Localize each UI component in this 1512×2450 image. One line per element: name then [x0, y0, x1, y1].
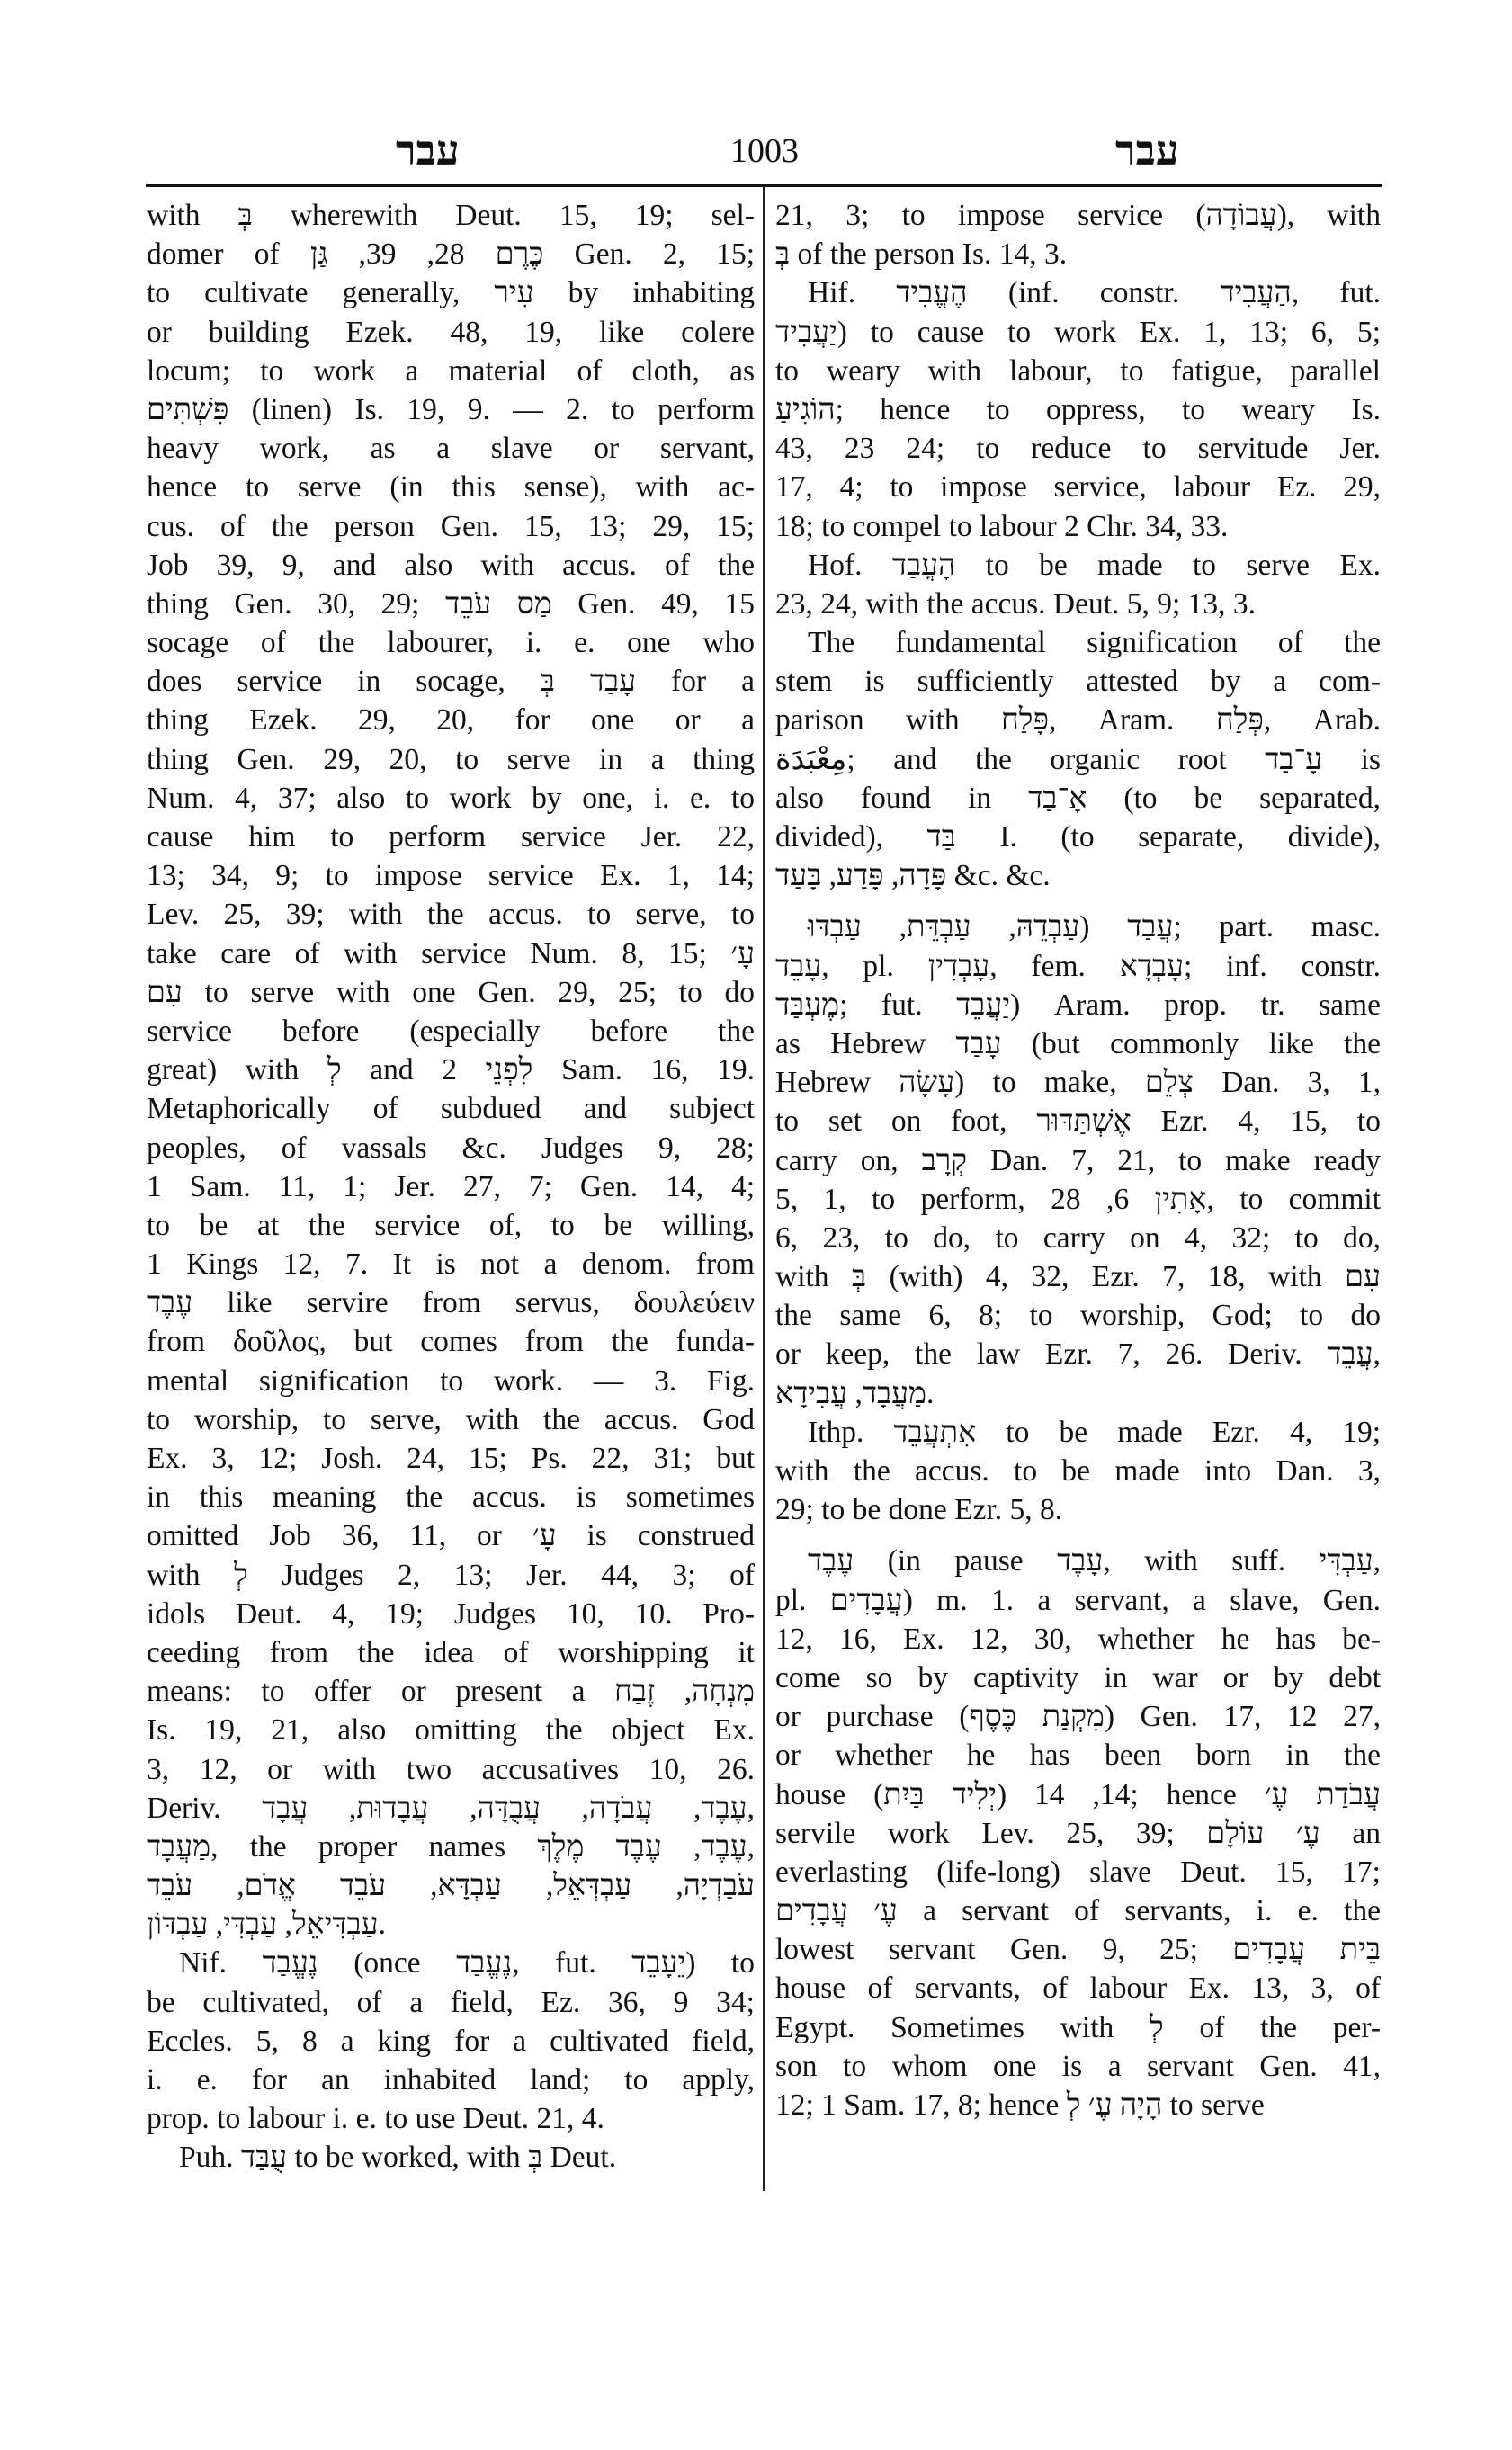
text-line: עֶבֶד (in pause עָבֶד, with suff. עַבְדִּי,	[808, 1544, 1381, 1578]
text-line: parison with פָּלַח, Aram. פְּלַח, Arab.	[775, 703, 1381, 738]
text-line: socage of the labourer, i. e. one who	[147, 626, 755, 660]
text-line: with בְּ wherewith Deut. 15, 19; sel-	[147, 199, 755, 232]
text-line: 1 Sam. 11, 1; Jer. 27, 7; Gen. 14, 4;	[147, 1169, 755, 1203]
text-line: Hebrew עָשָׂה) to make, צְלֵם Dan. 3, 1,	[775, 1066, 1382, 1100]
text-line: פָּדָה, פָּדַע, בָּעַד &c. &c.	[775, 859, 1051, 893]
text-line: מֶעְבַּד; fut. יַעֲבֵד) Aram. prop. tr. same	[775, 988, 1381, 1022]
text-line: as Hebrew עָבַד (but commonly like the	[775, 1026, 1382, 1060]
text-line: with the accus. to be made into Dan. 3,	[775, 1454, 1381, 1488]
text-line: בְּ of the person Is. 14, 3.	[775, 237, 1068, 272]
text-line: 23, 24, with the accus. Deut. 5, 9; 13, 3.	[775, 586, 1257, 621]
text-line: Lev. 25, 39; with the accus. to serve, to	[147, 898, 755, 932]
text-line: service before (especially before the	[147, 1014, 755, 1048]
text-line: with לְ Judges 2, 13; Jer. 44, 3; of	[147, 1558, 755, 1592]
text-line: עִם to serve with one Gen. 29, 25; to do	[147, 975, 755, 1009]
text-line: divided), בַּד I. (to separate, divide),	[775, 820, 1382, 854]
text-line: 29; to be done Ezr. 5, 8.	[775, 1493, 1063, 1527]
text-line: 12; 1 Sam. 17, 8; hence הָיָה עֶ׳ לְ to serve	[775, 2088, 1265, 2122]
text-line: to set on foot, אֶשְׁתַּדּוּר Ezr. 4, 15, to	[775, 1104, 1381, 1139]
text-line: Ithp. אִתְעֲבֵד to be made Ezr. 4, 19;	[808, 1415, 1382, 1449]
text-line: also found in אָ־בַד (to be separated,	[775, 781, 1381, 815]
text-line: עַבְדִּיאֵל, עַבְדִּי, עַבְדּוֹן.	[147, 1908, 386, 1942]
text-line: i. e. for an inhabited land; to apply,	[147, 2063, 755, 2097]
text-line: stem is sufficiently attested by a com-	[775, 665, 1381, 699]
text-line: to weary with labour, to fatigue, parallel	[775, 353, 1381, 388]
paragraph-gap	[775, 1529, 1381, 1542]
text-line: everlasting (life-long) slave Deut. 15, 17;	[775, 1855, 1381, 1889]
text-line: ceeding from the idea of worshipping it	[147, 1635, 755, 1669]
text-line: locum; to work a material of cloth, as	[147, 353, 755, 388]
text-line: hence to serve (in this sense), with ac-	[147, 470, 755, 505]
text-line: Job 39, 9, and also with accus. of the	[147, 548, 755, 582]
text-line: omitted Job 36, 11, or עָ׳ is construed	[147, 1519, 755, 1553]
text-line: heavy work, as a slave or servant,	[147, 432, 755, 466]
text-line: son to whom one is a servant Gen. 41,	[775, 2049, 1381, 2083]
text-line: 3, 12, or with two accusatives 10, 26.	[147, 1752, 755, 1786]
text-line: come so by captivity in war or by debt	[775, 1660, 1381, 1694]
text-line: great) with לְ and לִפְנֵי 2 Sam. 16, 19.	[147, 1053, 756, 1087]
text-line: יַעֲבִיד) to cause to work Ex. 1, 13; 6, 5;	[775, 315, 1381, 349]
text-line: עֲבַד (עַבְדֵהּ, עַבְדֵּת, עַבְדּוּ; part. masc.	[808, 910, 1381, 944]
text-line: מַעֲבָד, עֲבִידָא.	[775, 1376, 935, 1410]
page-number: 1003	[730, 132, 799, 170]
text-line: Nif. נֶעֱבַד (once נֶעֱבַד, fut. יֵעָבֵד) to	[179, 1946, 755, 1981]
text-line: 5, 1, to perform, אָתִין 6, 28, to commit	[775, 1182, 1382, 1216]
text-line: peoples, of vassals &c. Judges 9, 28;	[147, 1131, 755, 1165]
text-line: or purchase (מִקְנַת כֶּסֶף) Gen. 17, 12 27,	[775, 1700, 1381, 1734]
text-line: 12, 16, Ex. 12, 30, whether he has be-	[775, 1622, 1381, 1656]
text-line: the same 6, 8; to worship, God; to do	[775, 1299, 1381, 1333]
text-line: עֶבֶד like servire from servus, δουλεύειν	[147, 1286, 755, 1320]
text-line: to cultivate generally, עִיר by inhabiting	[147, 276, 755, 310]
text-line: means: to offer or present a מִנְחָה, זֶבַח	[147, 1675, 756, 1709]
paragraph-gap	[775, 895, 1381, 908]
text-line: or building Ezek. 48, 19, like colere	[147, 315, 755, 349]
left-headword: עבר	[396, 126, 460, 174]
text-line: thing Gen. 29, 20, to serve in a thing	[147, 742, 755, 776]
text-line: 43, 23 24; to reduce to servitude Jer.	[775, 432, 1381, 466]
text-line: servile work Lev. 25, 39; עֶ׳ עוֹלָם an	[775, 1816, 1381, 1850]
text-line: 17, 4; to impose service, labour Ez. 29,	[775, 470, 1381, 505]
text-line: cus. of the person Gen. 15, 13; 29, 15;	[147, 509, 755, 543]
text-line: Puh. עֻבַּד to be worked, with בְּ Deut.	[179, 2141, 617, 2175]
text-line: lowest servant Gen. 9, 25; בֵּית עֲבָדִים	[775, 1933, 1381, 1967]
text-line: 21, 3; to impose service (עֲבוֹדָה), with	[775, 199, 1381, 232]
running-header	[144, 126, 1385, 182]
text-line: 1 Kings 12, 7. It is not a denom. from	[147, 1247, 755, 1282]
text-line: from δοῦλος, but comes from the funda-	[147, 1325, 755, 1359]
text-line: Deriv. עֶבֶד, עֲבֹדָה, עֲבֻדָּה, עֲבָדוּת, עֲבָד,	[147, 1791, 755, 1825]
text-line: pl. עֲבָדִים) m. 1. a servant, a slave, Gen.	[775, 1583, 1381, 1617]
text-line: Is. 19, 21, also omitting the object Ex.	[147, 1713, 755, 1748]
text-line: to worship, to serve, with the accus. God	[147, 1402, 755, 1436]
text-line: פִּשְׁתִּים (linen) Is. 19, 9. — 2. to perform	[147, 392, 755, 426]
text-line: or keep, the law Ezr. 7, 26. Deriv. עֲבֵד,	[775, 1337, 1381, 1372]
text-line: cause him to perform service Jer. 22,	[147, 820, 755, 854]
text-line: with בְּ (with) 4, 32, Ezr. 7, 18, with עִם	[775, 1260, 1381, 1294]
text-line: in this meaning the accus. is sometimes	[147, 1480, 755, 1515]
right-headword: עבר	[1115, 126, 1179, 174]
text-line: Eccles. 5, 8 a king for a cultivated field,	[147, 2024, 755, 2058]
text-line: 13; 34, 9; to impose service Ex. 1, 14;	[147, 859, 755, 893]
text-line: עֹבַדְיָה, עַבְדְּאֵל, עַבְדָּא, עֹבֵד אֱדֹם, עֹבֵד	[147, 1869, 755, 1903]
text-line: 18; to compel to labour 2 Chr. 34, 33.	[775, 509, 1229, 543]
text-line: mental signification to work. — 3. Fig.	[147, 1364, 755, 1398]
right-column	[775, 196, 1381, 2124]
text-line: Hif. הֶעֱבִיד (inf. constr. הַעֲבִיד, fut.	[808, 276, 1382, 310]
text-line: Ex. 3, 12; Josh. 24, 15; Ps. 22, 31; but	[147, 1442, 755, 1475]
text-line: house of servants, of labour Ex. 13, 3, of	[775, 1972, 1381, 2006]
text-line: Metaphorically of subdued and subject	[147, 1092, 755, 1126]
text-line: הוֹגִיעַ; hence to oppress, to weary Is.	[775, 392, 1381, 426]
text-line: Egypt. Sometimes with לְ of the per-	[775, 2010, 1382, 2044]
text-line: עָבֵד, pl. עָבְדִין, fem. עָבְדָא; inf. constr.	[775, 949, 1381, 983]
text-line: Num. 4, 37; also to work by one, i. e. to	[147, 781, 755, 815]
column-divider	[763, 187, 765, 2191]
text-line: thing Ezek. 29, 20, for one or a	[147, 703, 755, 738]
text-line: take care of with service Num. 8, 15; עָ׳	[147, 936, 755, 970]
text-line: domer of כֶּרֶם 28, 39, גַּן Gen. 2, 15;	[147, 237, 756, 272]
text-line: The fundamental signification of the	[808, 626, 1381, 660]
left-column	[147, 196, 755, 2177]
text-line: thing Gen. 30, 29; מַס עֹבֵד Gen. 49, 15	[147, 586, 755, 621]
text-line: prop. to labour i. e. to use Deut. 21, 4.	[147, 2102, 604, 2136]
text-line: does service in socage, עָבַד בְּ for a	[147, 665, 755, 699]
text-line: מַעֲבָד, the proper names עֶבֶד, עֶבֶד מֶלֶךְ,	[147, 1829, 755, 1864]
text-line: carry on, קְרָב Dan. 7, 21, to make ready	[775, 1143, 1381, 1177]
text-line: or whether he has been born in the	[775, 1739, 1381, 1773]
text-line: house (יְלִיד בַּיִת) 14, 14; hence עֲבֹדַת עֶ׳	[775, 1777, 1381, 1811]
text-line: עֶ׳ עֲבָדִים a servant of servants, i. e. the	[775, 1894, 1381, 1928]
text-line: to be at the service of, to be willing,	[147, 1208, 755, 1242]
text-line: مِعْبَدَة; and the organic root עָ־בַד is	[775, 742, 1381, 776]
text-line: 6, 23, to do, to carry on 4, 32; to do,	[775, 1221, 1381, 1255]
text-line: be cultivated, of a field, Ez. 36, 9 34;	[147, 1985, 755, 2019]
text-line: Hof. הָעֳבַד to be made to serve Ex.	[808, 548, 1381, 582]
text-line: idols Deut. 4, 19; Judges 10, 10. Pro-	[147, 1596, 755, 1631]
